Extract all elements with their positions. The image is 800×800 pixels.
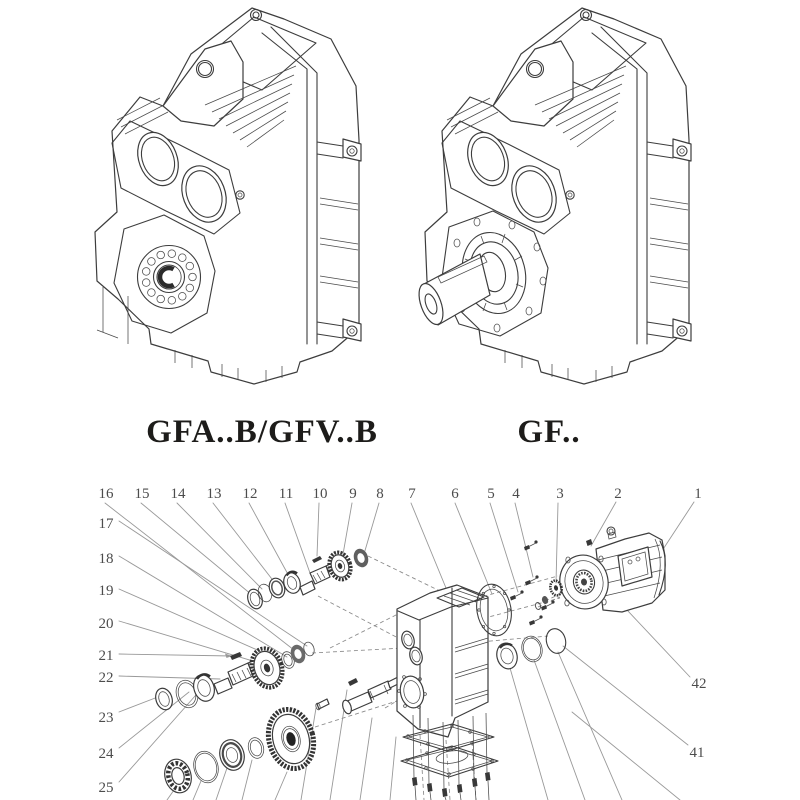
- callout-11: 11: [278, 486, 294, 502]
- motor-assembly: [535, 527, 666, 613]
- callout-21: 21: [98, 648, 114, 664]
- callout-17: 17: [98, 516, 114, 532]
- callout-24: 24: [98, 746, 114, 762]
- callout-6: 6: [451, 486, 459, 502]
- callout-8: 8: [376, 486, 384, 502]
- callout-7: 7: [408, 486, 416, 502]
- model-label-gf: GF..: [517, 414, 581, 450]
- callout-42: 42: [691, 676, 707, 692]
- callout-19: 19: [98, 583, 114, 599]
- callout-20: 20: [98, 616, 114, 632]
- model-label-gfab-gfvb: GFA..B/GFV..B: [146, 414, 378, 450]
- gearbox-left-drawing: [95, 8, 361, 384]
- callout-23: 23: [98, 710, 114, 726]
- callout-9: 9: [349, 486, 357, 502]
- callout-22: 22: [98, 670, 114, 686]
- callout-2: 2: [614, 486, 622, 502]
- callout-13: 13: [206, 486, 222, 502]
- callout-1: 1: [694, 486, 702, 502]
- callout-12: 12: [242, 486, 258, 502]
- callout-15: 15: [134, 486, 150, 502]
- callout-5: 5: [487, 486, 495, 502]
- callout-25: 25: [98, 780, 114, 796]
- exploded-view: [99, 486, 707, 800]
- input-shaft-parts: [245, 547, 370, 611]
- callout-4: 4: [512, 486, 520, 502]
- callout-16: 16: [98, 486, 114, 502]
- gearbox-right-drawing: [414, 8, 691, 384]
- callout-41: 41: [689, 745, 705, 761]
- callout-14: 14: [170, 486, 186, 502]
- callout-3: 3: [556, 486, 564, 502]
- callout-10: 10: [312, 486, 328, 502]
- callout-18: 18: [98, 551, 114, 567]
- gear-housing: [397, 585, 488, 737]
